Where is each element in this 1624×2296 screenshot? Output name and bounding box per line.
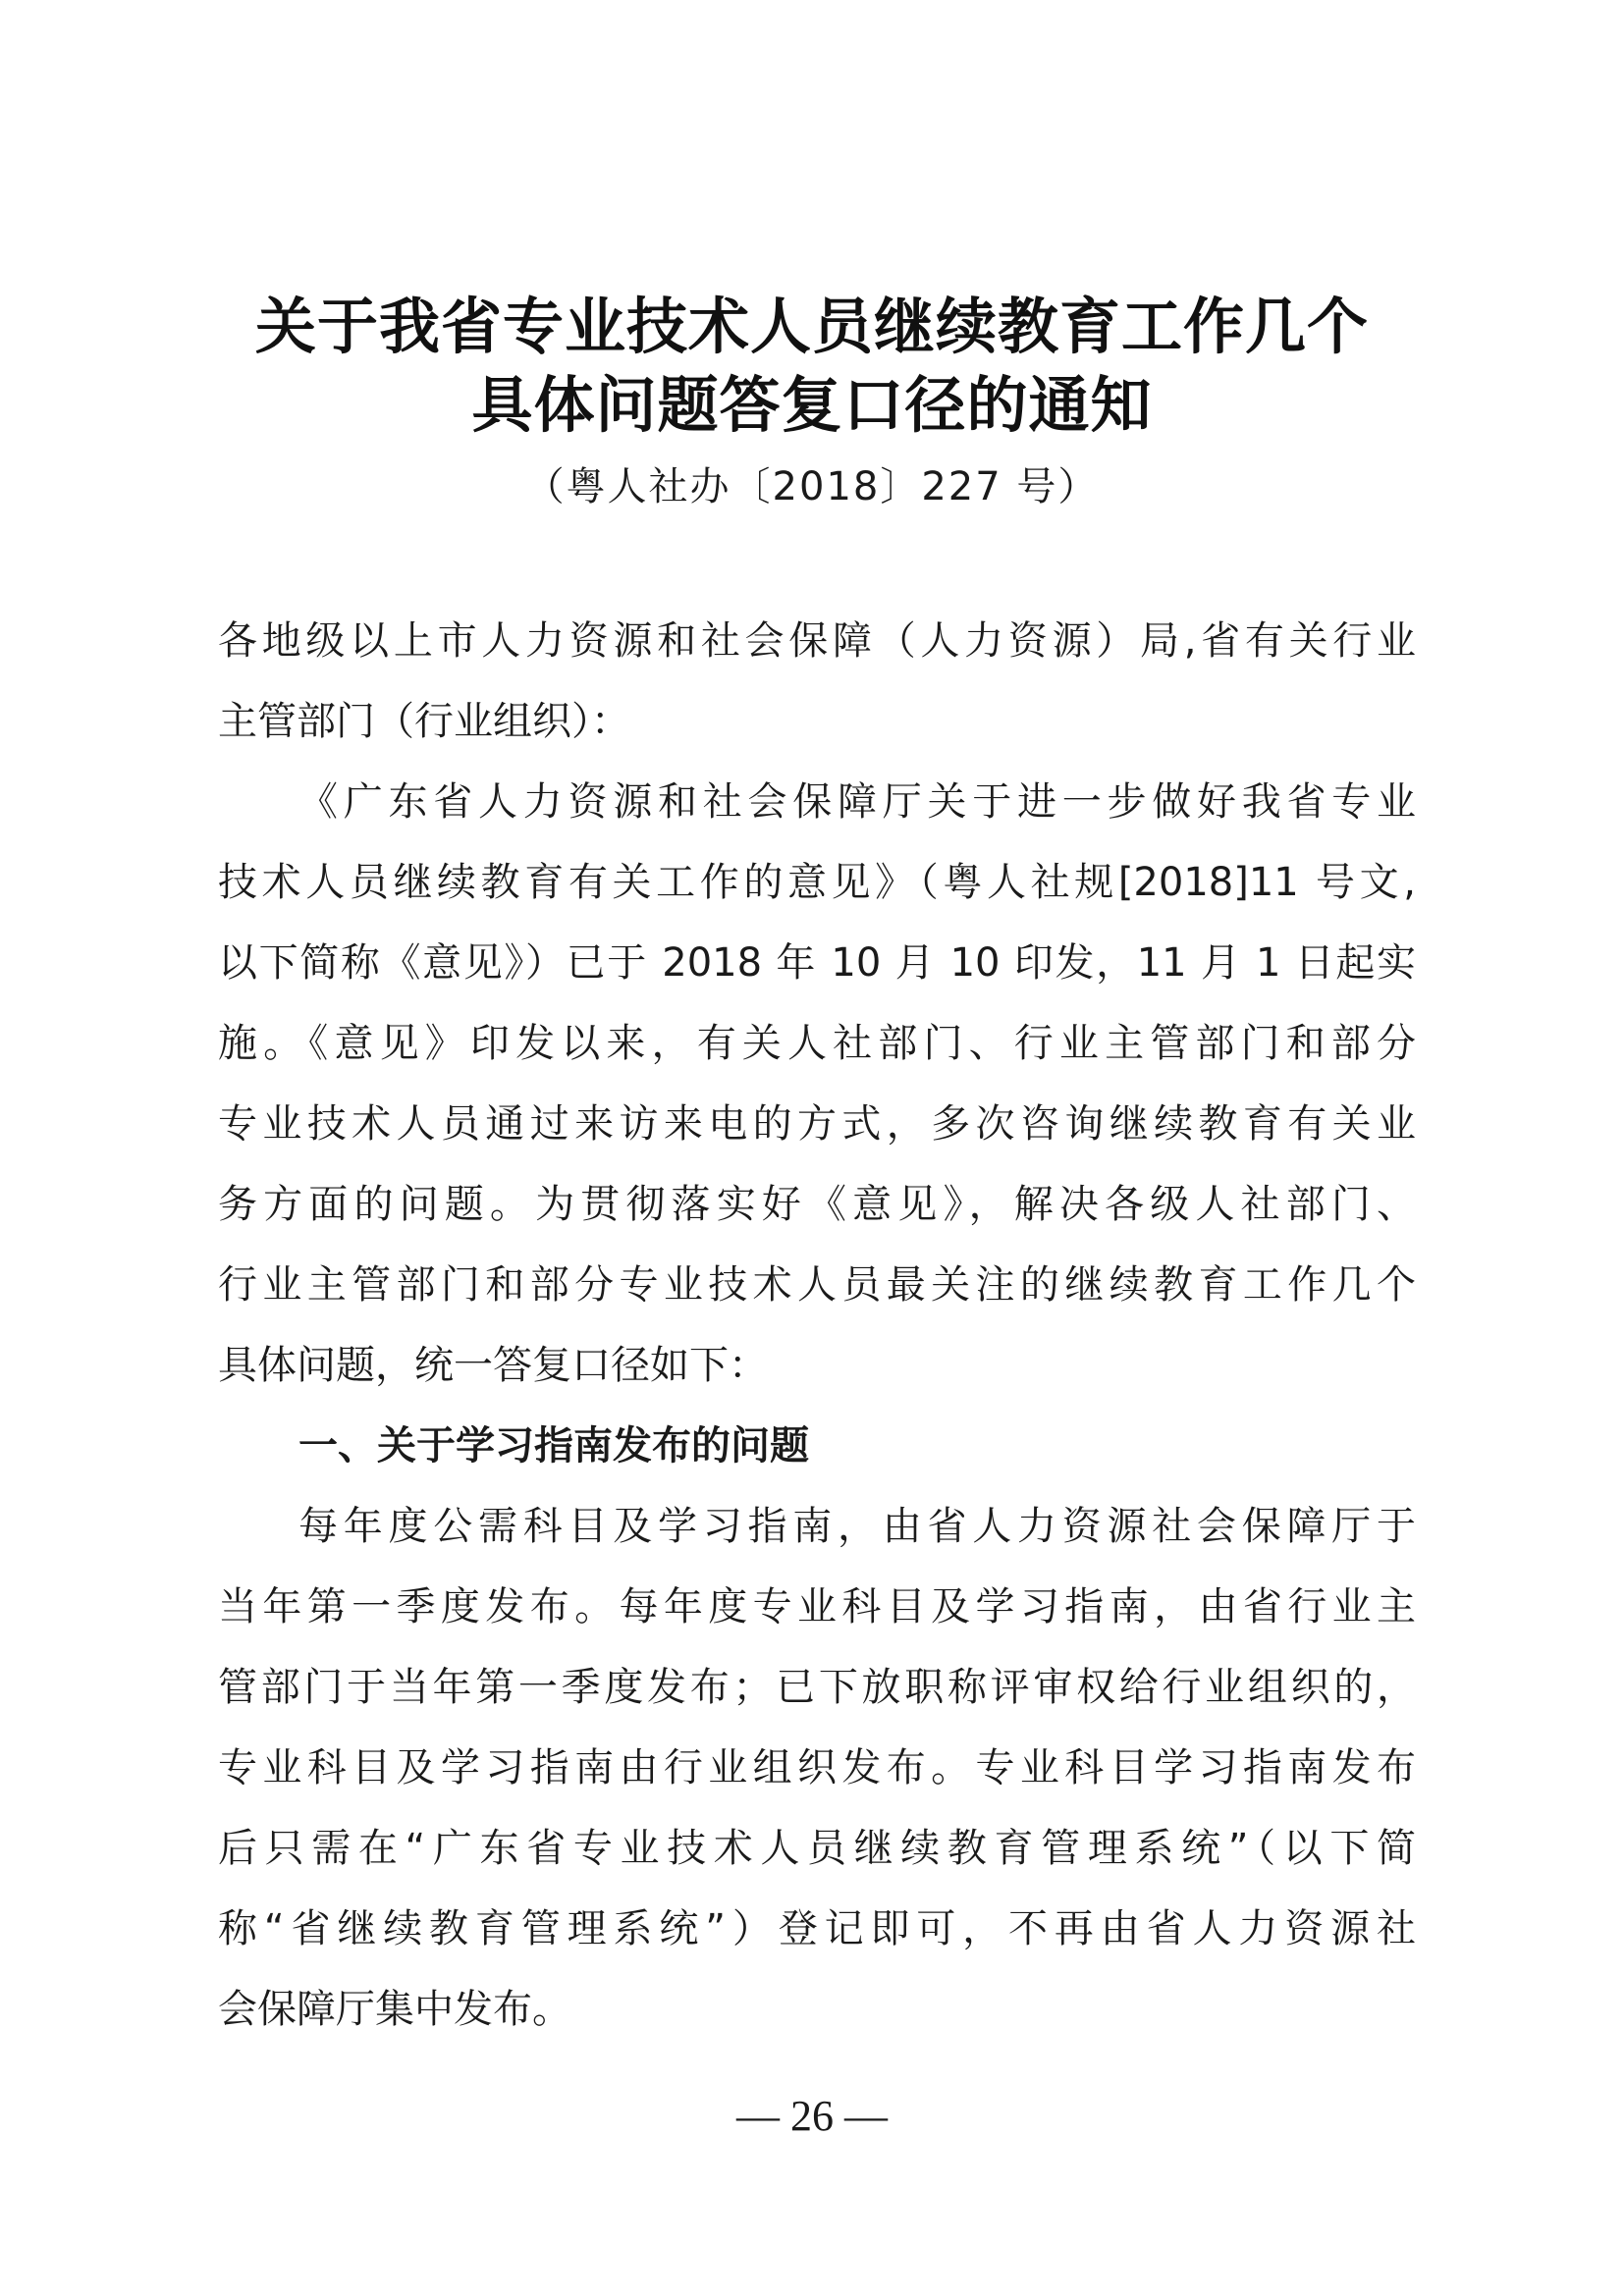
paragraph-line: 行业主管部门和部分专业技术人员最关注的继续教育工作几个 <box>218 1262 1416 1308</box>
addressee-line: 主管部门（行业组织）： <box>218 699 630 744</box>
paragraph-line: 后只需在“广东省专业技术人员继续教育管理系统”（以下简 <box>218 1826 1416 1871</box>
paragraph-line: 每年度公需科目及学习指南，由省人力资源社会保障厅于 <box>298 1504 1416 1549</box>
section-heading: 一、关于学习指南发布的问题 <box>298 1423 809 1468</box>
paragraph-line: 称“省继续教育管理系统”）登记即可，不再由省人力资源社 <box>218 1906 1416 1951</box>
paragraph-line: 务方面的问题。为贯彻落实好《意见》，解决各级人社部门、 <box>218 1182 1416 1227</box>
paragraph-line: 会保障厅集中发布。 <box>218 1987 571 2032</box>
paragraph-line: 施。《意见》印发以来，有关人社部门、行业主管部门和部分 <box>218 1021 1416 1066</box>
paragraph-line: 技术人员继续教育有关工作的意见》（粤人社规[2018]11 号文, <box>218 860 1416 905</box>
document-title-line-2: 具体问题答复口径的通知 <box>471 369 1153 441</box>
paragraph-line: 管部门于当年第一季度发布；已下放职称评审权给行业组织的， <box>218 1665 1416 1710</box>
document-title-line-1: 关于我省专业技术人员继续教育工作几个 <box>254 291 1369 362</box>
paragraph-line: 当年第一季度发布。每年度专业科目及学习指南，由省行业主 <box>218 1584 1416 1629</box>
paragraph-line: 以下简称《意见》）已于 2018 年 10 月 10 印发，11 月 1 日起实 <box>218 940 1416 986</box>
addressee-line: 各地级以上市人力资源和社会保障（人力资源）局,省有关行业 <box>218 618 1416 664</box>
document-number: （粤人社办〔2018〕227 号） <box>524 464 1100 509</box>
page-number: — 26 — <box>736 2092 888 2140</box>
paragraph-line: 专业技术人员通过来访来电的方式，多次咨询继续教育有关业 <box>218 1101 1416 1147</box>
paragraph-line: 《广东省人力资源和社会保障厅关于进一步做好我省专业 <box>298 779 1416 825</box>
paragraph-line: 专业科目及学习指南由行业组织发布。专业科目学习指南发布 <box>218 1745 1416 1790</box>
paragraph-line: 具体问题，统一答复口径如下： <box>218 1343 768 1388</box>
